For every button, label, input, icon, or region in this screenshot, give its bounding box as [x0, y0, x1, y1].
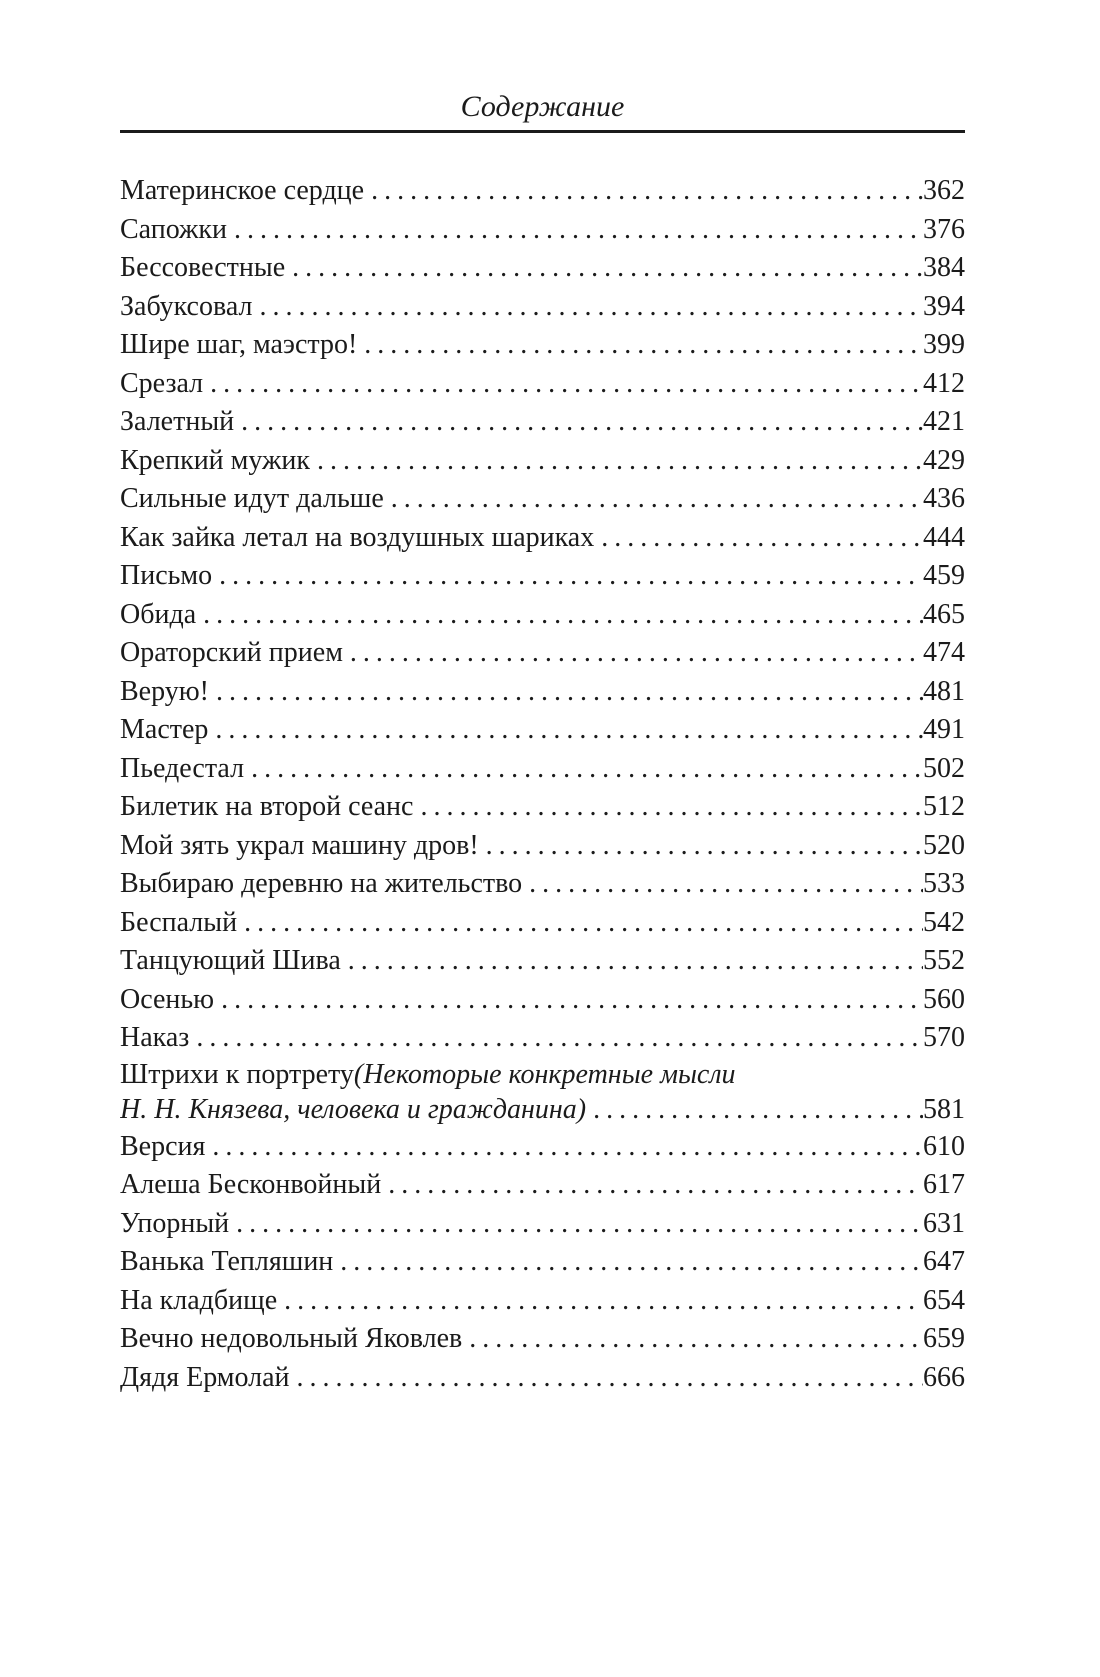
- toc-entry-subtitle: (Некоторые конкретные мысли: [353, 1058, 736, 1090]
- toc-entry-title: Билетик на второй сеанс: [120, 791, 414, 822]
- page-title: Содержание: [460, 90, 625, 123]
- dot-leader: [594, 519, 923, 558]
- toc-entry: [120, 1205, 965, 1244]
- toc-entry-title: Забуксовал: [120, 290, 253, 322]
- toc-entry-page: 654: [923, 1284, 965, 1316]
- toc-entry-title: Сапожки: [120, 213, 227, 245]
- dot-leader: [277, 1282, 923, 1321]
- toc-entry-page: 520: [923, 829, 965, 861]
- dot-leader: [357, 326, 923, 365]
- dot-leader: [214, 981, 923, 1020]
- toc-entry-page: 502: [923, 752, 965, 784]
- dot-leader: [384, 480, 923, 519]
- toc-entry-page: 659: [923, 1323, 965, 1354]
- toc-entry: [120, 557, 965, 596]
- toc-entry: [120, 942, 965, 981]
- toc-entry: [120, 519, 965, 558]
- toc-entry-title: Ванька Тепляшин: [120, 1246, 334, 1277]
- dot-leader: [209, 673, 923, 712]
- toc-entry-page: 474: [923, 637, 965, 668]
- dot-leader: [364, 172, 923, 211]
- toc-entry: [120, 1359, 965, 1398]
- toc-entry-title: Залетный: [120, 406, 235, 437]
- toc-entry-title: Крепкий мужик: [120, 444, 310, 476]
- toc-entry-page: 376: [923, 213, 965, 245]
- toc-entry: [120, 634, 965, 673]
- toc-entry-page: 384: [923, 252, 965, 283]
- toc-entry: [120, 711, 965, 750]
- toc-entry-title: Мастер: [120, 714, 209, 745]
- toc-entry-title: Как зайка летал на воздушных шариках: [120, 521, 595, 553]
- toc-entry-page: 444: [923, 521, 965, 553]
- toc-entry: [120, 981, 965, 1020]
- dot-leader: [205, 1128, 923, 1167]
- toc-entry-title: Алеша Бесконвойный: [120, 1169, 382, 1200]
- toc-entry: [120, 172, 965, 211]
- dot-leader: [229, 1205, 923, 1244]
- toc-entry-title: Сильные идут дальше: [120, 483, 384, 514]
- dot-leader: [310, 442, 923, 481]
- toc-entry-title: Письмо: [120, 560, 213, 591]
- toc-entry: [120, 288, 965, 327]
- toc-entry: [120, 365, 965, 404]
- header-rule: [120, 130, 965, 133]
- toc-entry: [120, 827, 965, 866]
- table-of-contents: [120, 172, 965, 1397]
- dot-leader: [203, 365, 923, 404]
- dot-leader: [212, 557, 923, 596]
- toc-entry: [120, 1166, 965, 1205]
- dot-leader: [237, 904, 923, 943]
- toc-entry: [120, 326, 965, 365]
- toc-entry: [120, 750, 965, 789]
- toc-entry-title: Обида: [120, 598, 197, 630]
- toc-entry: [120, 1019, 965, 1058]
- toc-entry: [120, 480, 965, 519]
- toc-entry-title: Версия: [120, 1130, 206, 1162]
- toc-entry-page: 436: [923, 483, 965, 514]
- toc-entry-page: 617: [923, 1169, 965, 1200]
- toc-entry: [120, 249, 965, 288]
- toc-entry-title: Осенью: [120, 983, 215, 1015]
- dot-leader: [189, 1019, 923, 1058]
- dot-leader: [586, 1091, 923, 1128]
- toc-entry: [120, 673, 965, 712]
- toc-entry-page: 533: [923, 868, 965, 899]
- toc-entry-title: Материнское сердце: [120, 175, 365, 206]
- toc-entry-title: Вечно недовольный Яковлев: [120, 1323, 463, 1354]
- dot-leader: [208, 711, 923, 750]
- toc-entry: [120, 904, 965, 943]
- dot-leader: [252, 288, 923, 327]
- toc-entry-page: 647: [923, 1246, 965, 1277]
- toc-entry-title: Бессовестные: [120, 252, 286, 283]
- dot-leader: [234, 403, 923, 442]
- toc-entry-page: 412: [923, 367, 965, 399]
- dot-leader: [522, 865, 923, 904]
- dot-leader: [479, 827, 923, 866]
- toc-entry: [120, 211, 965, 250]
- toc-entry-title: На кладбище: [120, 1284, 278, 1316]
- toc-entry-page: 560: [923, 983, 965, 1015]
- toc-entry: [120, 1091, 965, 1128]
- toc-entry: [120, 403, 965, 442]
- toc-entry-page: 399: [923, 329, 965, 360]
- toc-entry-page: 459: [923, 560, 965, 591]
- toc-entry-page: 429: [923, 444, 965, 476]
- toc-entry-page: 394: [923, 290, 965, 322]
- toc-entry: [120, 788, 965, 827]
- dot-leader: [462, 1320, 923, 1359]
- dot-leader: [333, 1243, 923, 1282]
- toc-entry-title: Срезал: [120, 367, 204, 399]
- toc-entry: [120, 1243, 965, 1282]
- toc-entry-title: Ораторский прием: [120, 637, 343, 668]
- toc-entry-page: 421: [923, 406, 965, 437]
- toc-entry-page: 631: [923, 1207, 965, 1239]
- toc-entry: [120, 1058, 965, 1091]
- toc-entry: [120, 1128, 965, 1167]
- toc-entry-page: 610: [923, 1130, 965, 1162]
- toc-entry: [120, 442, 965, 481]
- toc-entry: [120, 596, 965, 635]
- toc-entry: [120, 865, 965, 904]
- toc-entry-page: 512: [923, 791, 965, 822]
- toc-entry: [120, 1282, 965, 1321]
- dot-leader: [244, 750, 923, 789]
- toc-entry-page: 481: [923, 675, 965, 707]
- toc-entry-page: 362: [923, 175, 965, 206]
- toc-entry: [120, 1320, 965, 1359]
- dot-leader: [285, 249, 923, 288]
- toc-entry-title: Танцующий Шива: [120, 945, 341, 976]
- toc-entry-title: Верую!: [120, 675, 209, 707]
- dot-leader: [413, 788, 923, 827]
- toc-entry-page: 666: [923, 1361, 965, 1393]
- toc-entry-page: 570: [923, 1022, 965, 1053]
- toc-entry-title: Упорный: [120, 1207, 230, 1239]
- dot-leader: [196, 596, 923, 635]
- toc-entry-title: Пьедестал: [120, 752, 245, 784]
- toc-entry-title: Мой зять украл машину дров!: [120, 829, 479, 861]
- toc-entry-title: Выбираю деревню на жительство: [120, 868, 523, 899]
- dot-leader: [381, 1166, 923, 1205]
- dot-leader: [341, 942, 923, 981]
- toc-entry-subtitle: Н. Н. Князева, человека и гражданина): [120, 1093, 587, 1125]
- toc-entry-title: Наказ: [120, 1022, 190, 1053]
- dot-leader: [227, 211, 923, 250]
- toc-entry-title: Шире шаг, маэстро!: [120, 329, 358, 360]
- dot-leader: [290, 1359, 923, 1398]
- toc-entry-page: 552: [923, 945, 965, 976]
- toc-entry-title: Беспалый: [120, 906, 238, 938]
- toc-entry-page: 581: [923, 1093, 965, 1125]
- toc-entry-page: 491: [923, 714, 965, 745]
- toc-entry-title: Дядя Ермолай: [120, 1361, 290, 1393]
- toc-entry-page: 465: [923, 598, 965, 630]
- toc-entry-title: Штрихи к портрету: [120, 1058, 354, 1090]
- toc-entry-page: 542: [923, 906, 965, 938]
- dot-leader: [343, 634, 923, 673]
